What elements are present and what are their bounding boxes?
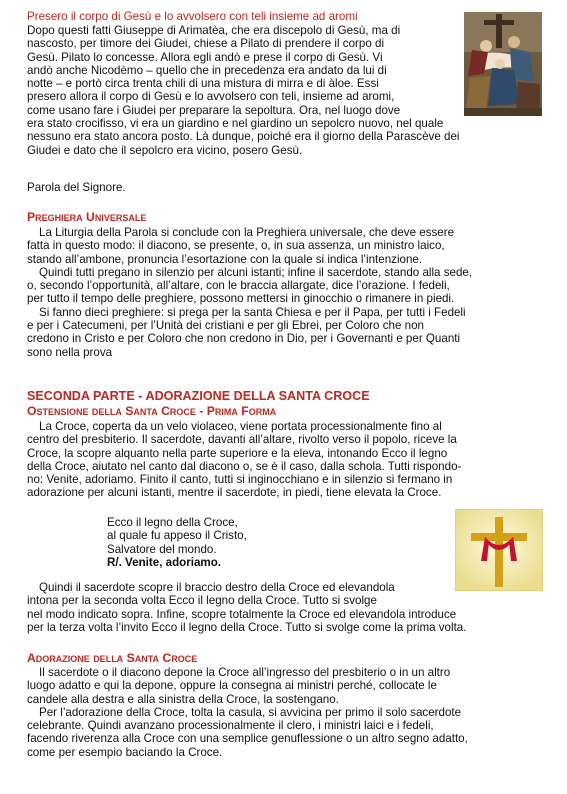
section-heading-ostensione: Ostensione della Santa Croce - Prima Forma [27,404,277,418]
text-line: Per l’adorazione della Croce, tolta la casula, si avvicina per primo il solo sacerdote [39,705,462,719]
reading-line: come usano fare i Giudei per preparare la sepoltura. Ora, nel luogo dove [27,103,401,117]
verse-line: al quale fu appeso il Cristo, [107,529,247,543]
text-line: facendo riverenza alla Croce con una semplice genuflessione o un altro segno adatto, [27,732,468,746]
text-line: come per esempio baciando la Croce. [27,745,223,759]
text-line: luogo adatto e qui la depone, oppure la consegna ai ministri perché, collocate le [27,679,437,693]
reading-line: Dopo questi fatti Giuseppe di Arimatèa, che era discepolo di Gesù, ma di [27,24,401,37]
text-line: La Liturgia della Parola si conclude con la Preghiera universale, che deve essere [39,226,455,239]
text-line: no: Venite, adoriamo. Finito il canto, tutti si inginocchiano e in silenzio si fermano in [27,473,453,487]
text-line: centro del presbiterio. Il sacerdote, davanti all’altare, rivolto verso il popolo, riceve la [27,433,457,447]
part-heading: SECONDA PARTE - ADORAZIONE DELLA SANTA CROCE [27,389,370,403]
text-line: nel modo indicato sopra. Infine, scopre totalmente la Croce ed elevandola introduce [27,607,457,621]
text-line: sono nella prova [27,345,113,359]
text-line: intona per la seconda volta Ecco il legno della Croce. Tutto si svolge [27,594,377,608]
reading-heading: Presero il corpo di Gesù e lo avvolsero con teli insieme ad aromi [27,10,358,23]
preghiera-body [27,226,549,359]
text-line: fatta in questo modo: il diacono, se presente, o, in sua assenza, un ministro laico, [27,239,445,253]
ostension-verse [107,516,407,569]
text-line: celebrante. Quindi avanzano processionalmente il clero, i ministri laici e i fedeli, [27,719,434,733]
text-line: credono in Cristo e per Coloro che non credono in Dio, per i Governanti e per Quanti [27,332,461,346]
reading-line: Gesù. Pilato lo concesse. Allora egli andò e prese il corpo di Gesù. Vi [27,50,383,64]
text-line: adorazione per alcuni istanti, mentre il sacerdote, in piedi, tiene elevata la Croce. [27,486,442,500]
text-line: Il sacerdote o il diacono depone la Croce all’ingresso del presbiterio o in un altro [39,666,451,679]
text-line: Croce, la scopre alquanto nella parte superiore e la eleva, intonando Ecco il legno [27,446,448,460]
reading-line: presero allora il corpo di Gesù e lo avvolsero con teli, insieme ad aromi, [27,90,395,104]
text-line: candele alla destra e alla sinistra della Croce, la sostengano. [27,692,339,706]
text-line: della Croce, aiutato nel canto dal diacono o, se è il caso, dalla schola. Tutti rispondo- [27,459,462,473]
section-heading-adorazione: Adorazione della Santa Croce [27,651,198,665]
cross-image [455,509,543,591]
text-line: per la terza volta l’invito Ecco il legno della Croce. Tutto si svolge come la prima volta. [27,620,467,634]
reading-line: era stato crocifisso, vi era un giardino e nel giardino un sepolcro nuovo, nel quale [27,117,444,131]
text-line: Si fanno dieci preghiere: si prega per la santa Chiesa e per il Papa, per tutti i Fedeli [39,305,466,319]
text-line: stando all’ambone, pronuncia l’esortazione con la quale si indica l’intenzione. [27,252,423,266]
text-line: o, secondo l’opportunità, all’altare, con le braccia allargate, dice l’orazione. I fedeli, [27,279,450,293]
text-line: La Croce, coperta da un velo violaceo, viene portata processionalmente fino al [39,420,442,433]
ostensione-body [27,420,549,500]
adorazione-body [27,666,549,759]
verse-line: Ecco il legno della Croce, [107,516,238,529]
ostensione-body-2 [27,581,549,634]
reading-line: nessuno era stato ancora posto. Là dunque, poiché era il giorno della Parascève dei [27,130,460,144]
section-heading-preghiera: Preghiera Universale [27,210,147,224]
closing-formula: Parola del Signore. [27,181,126,194]
verse-line: Salvatore del mondo. [107,542,217,556]
text-line: Quindi tutti pregano in silenzio per alcuni istanti; infine il sacerdote, stando alla sede, [39,265,473,279]
reading-line: Giudei e dato che il sepolcro era vicino, posero Gesù. [27,143,303,157]
reading-line: andò anche Nicodèmo – quello che in precedenza era andato da lui di [27,63,387,77]
verse-response: R/. Venite, adoriamo. [107,555,222,569]
deposition-painting [464,12,542,116]
text-line: Quindi il sacerdote scopre il braccio destro della Croce ed elevandola [39,581,395,594]
text-line: per tutto il tempo delle preghiere, possono mettersi in ginocchio o rimanere in piedi. [27,292,455,306]
reading-line: notte – e portò circa trenta chili di una mistura di mirra e di àloe. Essi [27,77,379,91]
text-line: e per i Catecumeni, per l’Unità dei cristiani e per gli Ebrei, per Coloro che non [27,319,424,333]
reading-line: nascosto, per timore dei Giudei, chiese a Pilato di prendere il corpo di [27,37,385,51]
